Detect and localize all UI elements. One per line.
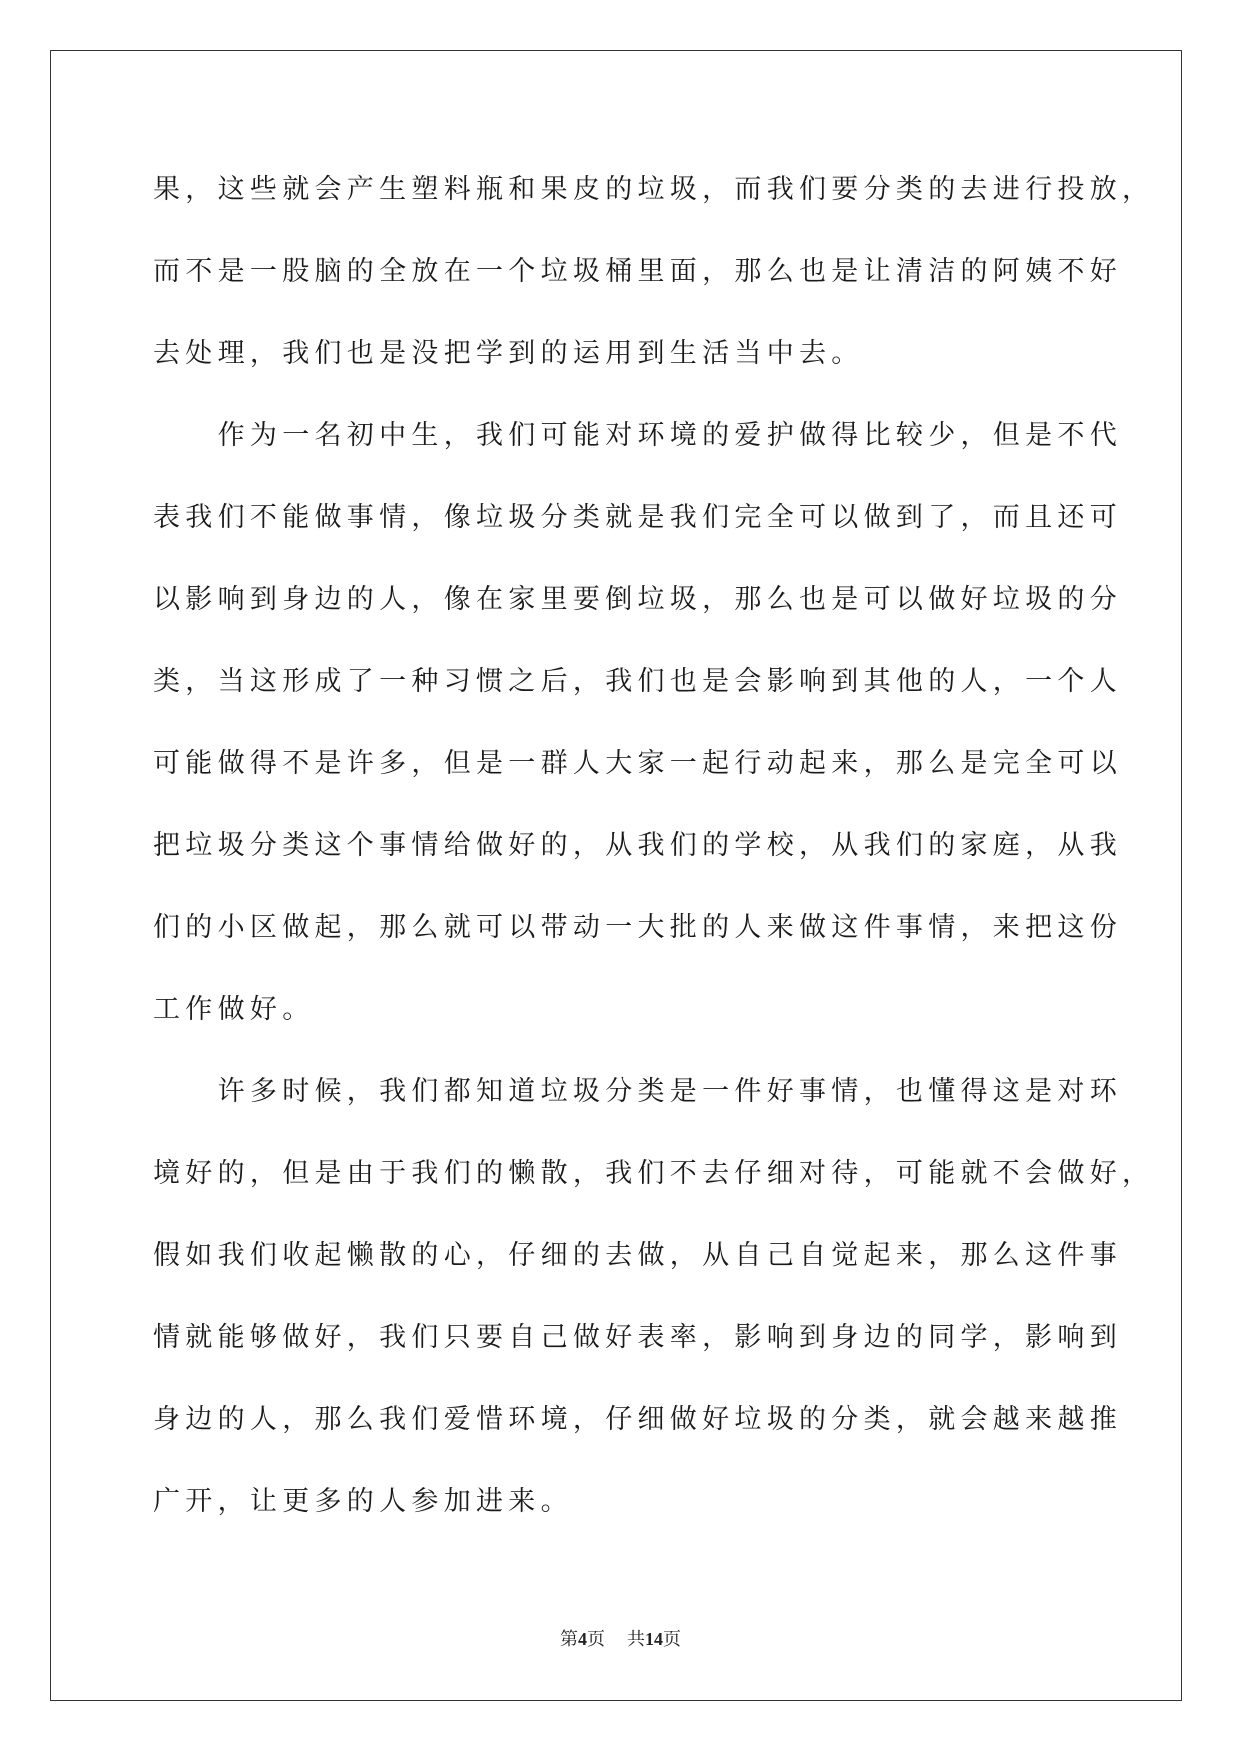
- text-line: 情就能够做好，我们只要自己做好表率，影响到身边的同学，影响到: [153, 1322, 1122, 1353]
- text-line: 们的小区做起，那么就可以带动一大批的人来做这件事情，来把这份: [153, 912, 1122, 943]
- text-line: 果，这些就会产生塑料瓶和果皮的垃圾，而我们要分类的去进行投放，: [153, 174, 1155, 205]
- text-line: 类，当这形成了一种习惯之后，我们也是会影响到其他的人，一个人: [153, 666, 1122, 697]
- text-line: 广开，让更多的人参加进来。: [153, 1486, 573, 1517]
- total-prefix: 共: [627, 1629, 645, 1649]
- total-pages: 14: [645, 1629, 663, 1649]
- text-line: 去处理，我们也是没把学到的运用到生活当中去。: [153, 338, 864, 369]
- page-prefix: 第: [560, 1629, 578, 1649]
- text-line: 可能做得不是许多，但是一群人大家一起行动起来，那么是完全可以: [153, 748, 1122, 779]
- text-line: 而不是一股脑的全放在一个垃圾桶里面，那么也是让清洁的阿姨不好: [153, 256, 1122, 287]
- page-border: [50, 50, 1182, 1701]
- text-line: 许多时候，我们都知道垃圾分类是一件好事情，也懂得这是对环: [153, 1076, 1122, 1107]
- text-line: 假如我们收起懒散的心，仔细的去做，从自己自觉起来，那么这件事: [153, 1240, 1122, 1271]
- page-suffix: 页: [587, 1629, 605, 1649]
- text-line: 工作做好。: [153, 994, 315, 1025]
- page-number: 4: [578, 1629, 587, 1649]
- total-suffix: 页: [663, 1629, 681, 1649]
- page-footer: [0, 1628, 1241, 1650]
- text-line: 表我们不能做事情，像垃圾分类就是我们完全可以做到了，而且还可: [153, 502, 1122, 533]
- text-line: 以影响到身边的人，像在家里要倒垃圾，那么也是可以做好垃圾的分: [153, 584, 1122, 615]
- text-line: 把垃圾分类这个事情给做好的，从我们的学校，从我们的家庭，从我: [153, 830, 1122, 861]
- text-line: 身边的人，那么我们爱惜环境，仔细做好垃圾的分类，就会越来越推: [153, 1404, 1122, 1435]
- text-line: 境好的，但是由于我们的懒散，我们不去仔细对待，可能就不会做好，: [153, 1158, 1155, 1189]
- text-line: 作为一名初中生，我们可能对环境的爱护做得比较少，但是不代: [153, 420, 1122, 451]
